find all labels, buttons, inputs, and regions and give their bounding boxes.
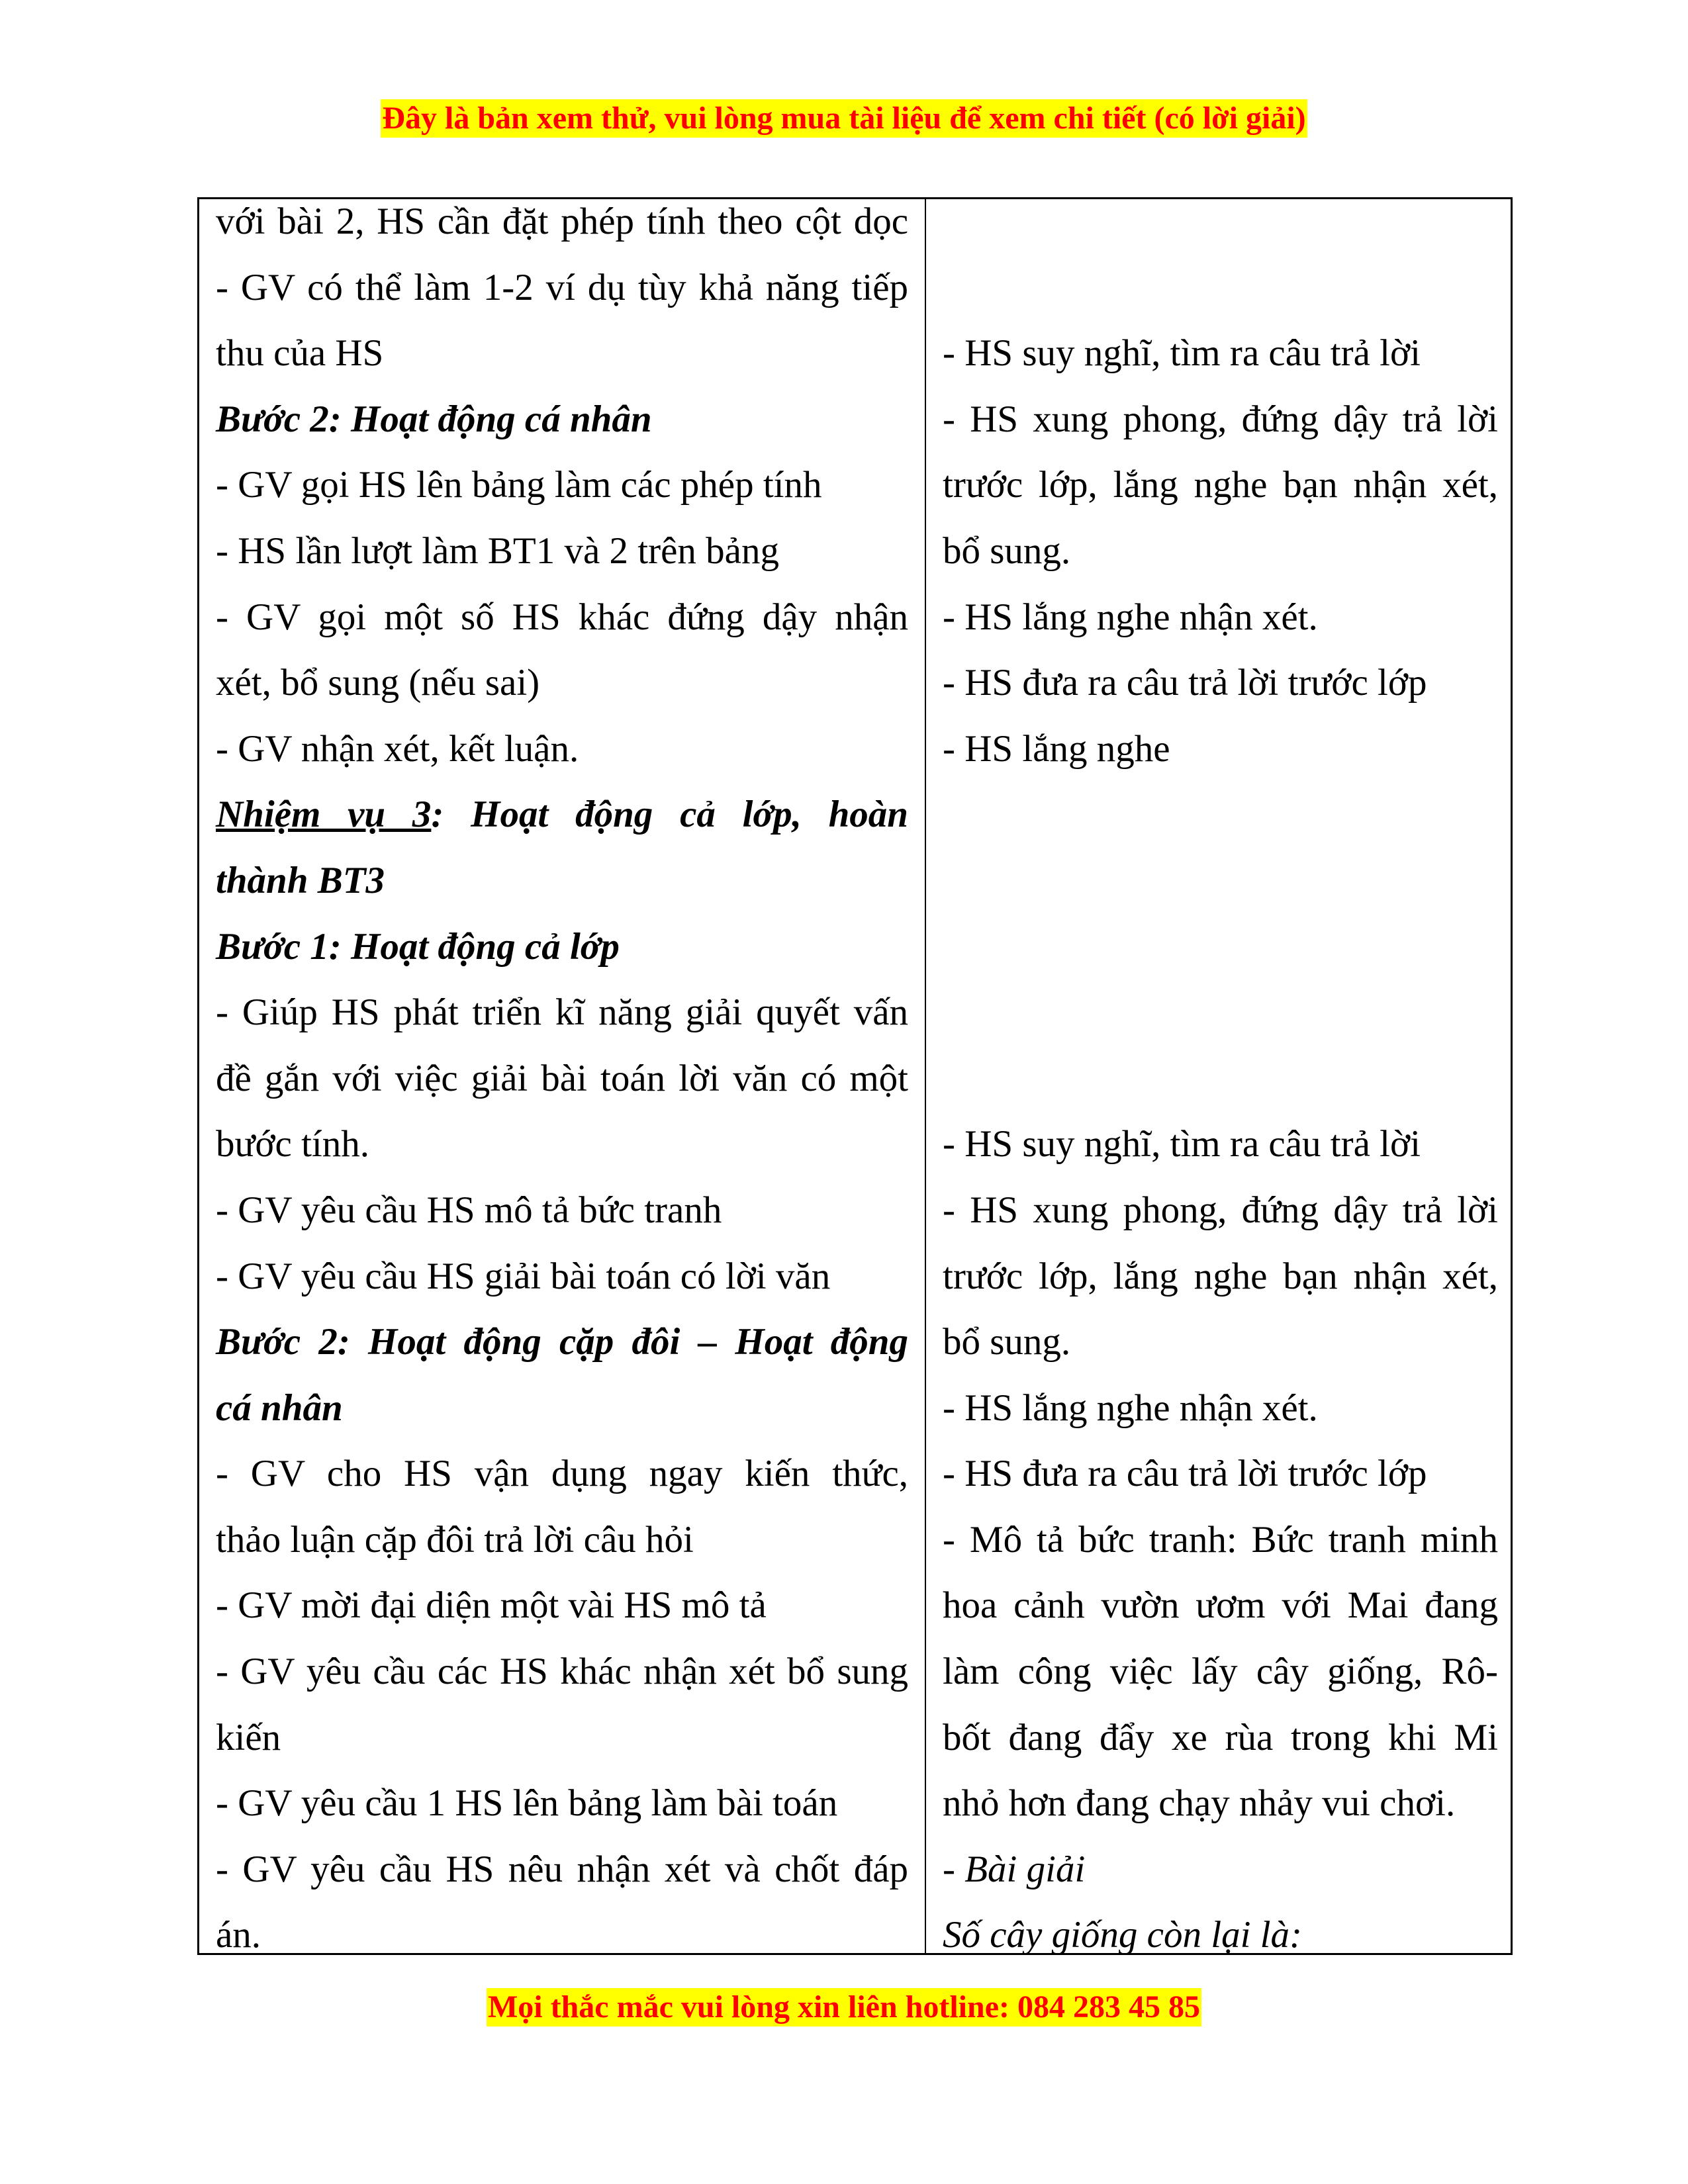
student-activity-line: - HS suy nghĩ, tìm ra câu trả lời <box>943 1123 1421 1165</box>
student-activity-line: - HS lắng nghe nhận xét. <box>943 596 1318 638</box>
student-activity-line: làm công việc lấy cây giống, Rô- <box>943 1651 1498 1693</box>
teacher-activity-line: thành BT3 <box>216 859 385 901</box>
teacher-activity-line: - GV yêu cầu HS giải bài toán có lời văn <box>216 1255 831 1297</box>
teacher-activity-line: Bước 1: Hoạt động cả lớp <box>216 925 620 968</box>
column-divider <box>925 199 926 1953</box>
student-activity-line: nhỏ hơn đang chạy nhảy vui chơi. <box>943 1782 1456 1825</box>
student-activity-line: trước lớp, lắng nghe bạn nhận xét, <box>943 1255 1498 1297</box>
student-activity-line <box>943 782 1498 848</box>
preview-notice-text: Đây là bản xem thử, vui lòng mua tài liệu để xem chi tiết (có lời giải) <box>381 99 1307 138</box>
teacher-activity-line: cá nhân <box>216 1387 343 1429</box>
student-activity-line: - Bài giải <box>943 1848 1086 1890</box>
teacher-activity-line-segment: Nhiệm vụ 3 <box>216 794 432 836</box>
teacher-activity-line: - GV cho HS vận dụng ngay kiến thức, <box>216 1453 908 1495</box>
teacher-activity-line: thảo luận cặp đôi trả lời câu hỏi <box>216 1518 694 1561</box>
student-activity-line: hoa cảnh vườn ươm với Mai đang <box>943 1584 1498 1627</box>
student-activity-line: - HS xung phong, đứng dậy trả lời <box>943 398 1498 440</box>
student-activity-line: - HS suy nghĩ, tìm ra câu trả lời <box>943 332 1421 375</box>
student-activity-line: bốt đang đẩy xe rùa trong khi Mi <box>943 1716 1498 1758</box>
teacher-activity-line: bước tính. <box>216 1123 370 1165</box>
hotline-text: Mọi thắc mắc vui lòng xin liên hotline: 084 283 45 85 <box>487 1988 1201 2026</box>
teacher-activity-line: xét, bổ sung (nếu sai) <box>216 662 540 704</box>
student-activity-line: trước lớp, lắng nghe bạn nhận xét, <box>943 464 1498 506</box>
teacher-activity-line: - HS lần lượt làm BT1 và 2 trên bảng <box>216 529 779 572</box>
student-activity-line: - Mô tả bức tranh: Bức tranh minh <box>943 1518 1498 1561</box>
student-activity-line <box>943 255 1498 321</box>
student-activity-line <box>943 189 1498 255</box>
student-activity-line: bổ sung. <box>943 1321 1071 1363</box>
student-activity-line <box>943 1046 1498 1112</box>
teacher-activities-column <box>216 189 908 1968</box>
teacher-activity-line: kiến <box>216 1716 281 1758</box>
student-activity-line <box>943 848 1498 914</box>
teacher-activity-line: - GV có thể làm 1-2 ví dụ tùy khả năng tiếp <box>216 266 908 308</box>
student-activity-line: bổ sung. <box>943 529 1071 572</box>
teacher-activity-line: - GV yêu cầu các HS khác nhận xét bổ sung <box>216 1651 908 1693</box>
student-activity-line: - HS đưa ra câu trả lời trước lớp <box>943 1453 1427 1495</box>
teacher-activity-line-segment: : Hoạt động cả lớp, hoàn <box>431 794 908 836</box>
student-activity-line: Số cây giống còn lại là: <box>943 1914 1302 1956</box>
hotline-banner <box>0 1988 1688 2026</box>
student-activity-line <box>943 979 1498 1046</box>
teacher-activity-line: đề gắn với việc giải bài toán lời văn có một <box>216 1057 908 1099</box>
teacher-activity-line: - GV gọi một số HS khác đứng dậy nhận <box>216 596 908 638</box>
student-activities-column <box>943 189 1498 1968</box>
student-activity-line <box>943 914 1498 980</box>
preview-notice-banner <box>0 99 1688 138</box>
teacher-activity-line: - Giúp HS phát triển kĩ năng giải quyết vấn <box>216 991 908 1034</box>
teacher-activity-line: - GV yêu cầu 1 HS lên bảng làm bài toán <box>216 1782 838 1825</box>
student-activity-line: - HS đưa ra câu trả lời trước lớp <box>943 662 1427 704</box>
teacher-activity-line: án. <box>216 1914 261 1956</box>
teacher-activity-line <box>216 782 908 848</box>
teacher-activity-line: Bước 2: Hoạt động cá nhân <box>216 398 652 440</box>
lesson-plan-table <box>197 197 1513 1955</box>
teacher-activity-line: - GV yêu cầu HS mô tả bức tranh <box>216 1189 722 1231</box>
student-activity-line: - HS lắng nghe nhận xét. <box>943 1387 1318 1429</box>
teacher-activity-line: Bước 2: Hoạt động cặp đôi – Hoạt động <box>216 1321 908 1363</box>
teacher-activity-line: - GV yêu cầu HS nêu nhận xét và chốt đáp <box>216 1848 908 1890</box>
student-activity-line: - HS lắng nghe <box>943 727 1170 770</box>
teacher-activity-line: - GV mời đại diện một vài HS mô tả <box>216 1584 767 1627</box>
teacher-activity-line: với bài 2, HS cần đặt phép tính theo cột dọc <box>216 201 908 242</box>
student-activity-line: - HS xung phong, đứng dậy trả lời <box>943 1189 1498 1231</box>
teacher-activity-line: - GV gọi HS lên bảng làm các phép tính <box>216 464 822 506</box>
teacher-activity-line: thu của HS <box>216 332 384 375</box>
teacher-activity-line: - GV nhận xét, kết luận. <box>216 727 579 770</box>
